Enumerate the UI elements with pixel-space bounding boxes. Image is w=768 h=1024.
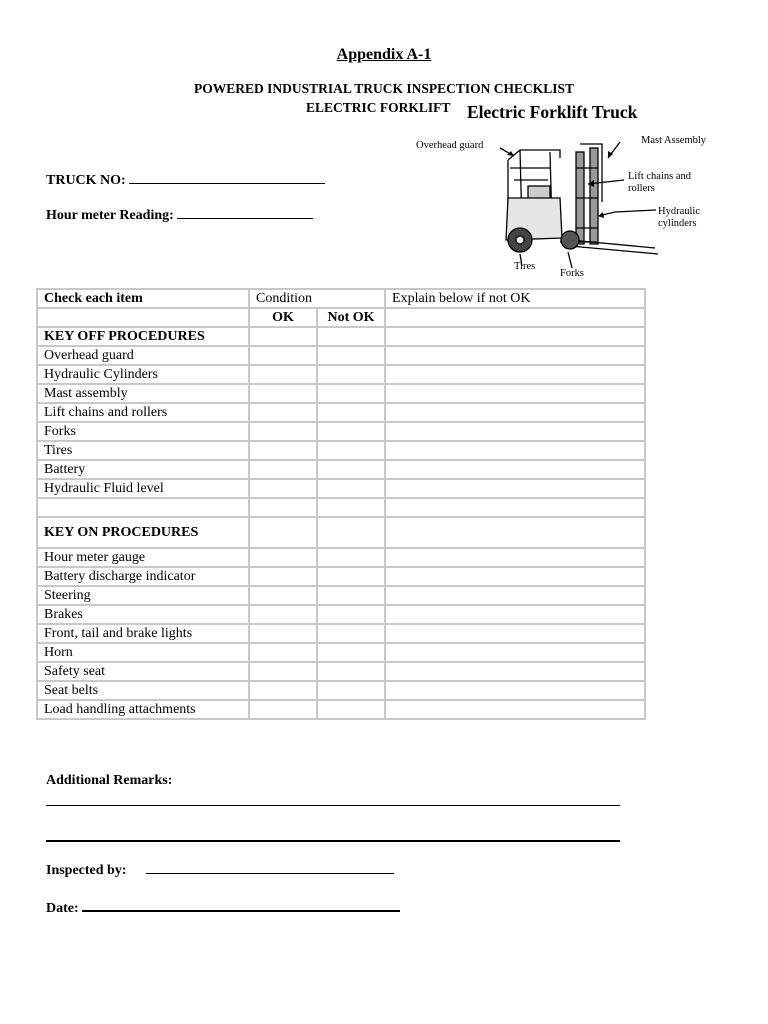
not-ok-cell[interactable] (317, 567, 385, 586)
row-label: Load handling attachments (37, 700, 249, 719)
row-label: Hydraulic Fluid level (37, 479, 249, 498)
remarks-line-1[interactable] (46, 790, 620, 806)
explain-cell[interactable] (385, 403, 645, 422)
explain-cell[interactable] (385, 662, 645, 681)
row-label: Seat belts (37, 681, 249, 700)
header-not-ok: Not OK (317, 308, 385, 327)
ok-cell (249, 498, 317, 517)
not-ok-cell[interactable] (317, 624, 385, 643)
inspection-checklist-table (36, 288, 646, 720)
table-subheader-row (37, 308, 645, 327)
row-label: Hour meter gauge (37, 548, 249, 567)
not-ok-cell[interactable] (317, 403, 385, 422)
explain-cell (385, 498, 645, 517)
row-label: Forks (37, 422, 249, 441)
row-label: KEY OFF PROCEDURES (37, 327, 249, 346)
explain-cell[interactable] (385, 479, 645, 498)
label-overhead-guard: Overhead guard (416, 140, 484, 151)
explain-cell[interactable] (385, 605, 645, 624)
header-ok: OK (249, 308, 317, 327)
ok-cell[interactable] (249, 365, 317, 384)
inspected-by-label: Inspected by: (46, 863, 127, 878)
not-ok-cell[interactable] (317, 479, 385, 498)
header-check-item: Check each item (37, 289, 249, 308)
table-row (37, 681, 645, 700)
explain-cell (385, 327, 645, 346)
label-rollers: rollers (628, 183, 655, 194)
table-row (37, 384, 645, 403)
spacer-row (37, 498, 645, 517)
not-ok-cell[interactable] (317, 460, 385, 479)
row-label: Steering (37, 586, 249, 605)
truck-no-field[interactable] (129, 171, 325, 184)
ok-cell[interactable] (249, 384, 317, 403)
section-heading-key-on (37, 517, 645, 548)
table-row (37, 567, 645, 586)
not-ok-cell[interactable] (317, 662, 385, 681)
not-ok-cell[interactable] (317, 422, 385, 441)
table-row (37, 422, 645, 441)
table-row (37, 346, 645, 365)
explain-cell[interactable] (385, 700, 645, 719)
ok-cell[interactable] (249, 681, 317, 700)
table-row (37, 479, 645, 498)
ok-cell[interactable] (249, 700, 317, 719)
not-ok-cell[interactable] (317, 605, 385, 624)
explain-cell[interactable] (385, 624, 645, 643)
explain-cell[interactable] (385, 346, 645, 365)
label-lift-chains: Lift chains and (628, 171, 691, 182)
label-forks: Forks (560, 268, 584, 278)
not-ok-cell[interactable] (317, 346, 385, 365)
not-ok-cell[interactable] (317, 548, 385, 567)
hour-meter-field[interactable] (177, 206, 313, 219)
not-ok-cell[interactable] (317, 586, 385, 605)
ok-cell[interactable] (249, 422, 317, 441)
ok-cell[interactable] (249, 346, 317, 365)
truck-no-row (46, 171, 325, 189)
document-subtitle: ELECTRIC FORKLIFT (306, 100, 451, 115)
date-label: Date: (46, 901, 79, 916)
row-label: Battery (37, 460, 249, 479)
row-label: Battery discharge indicator (37, 567, 249, 586)
forklift-illustration (410, 128, 740, 278)
label-tires: Tires (514, 261, 536, 272)
explain-cell[interactable] (385, 460, 645, 479)
date-field[interactable] (82, 898, 400, 912)
row-label: Front, tail and brake lights (37, 624, 249, 643)
table-row (37, 460, 645, 479)
explain-cell[interactable] (385, 586, 645, 605)
table-row (37, 662, 645, 681)
table-row (37, 700, 645, 719)
table-row (37, 365, 645, 384)
row-label: KEY ON PROCEDURES (37, 517, 249, 548)
explain-cell[interactable] (385, 384, 645, 403)
explain-cell[interactable] (385, 422, 645, 441)
table-row (37, 403, 645, 422)
explain-cell[interactable] (385, 548, 645, 567)
section-heading-key-off (37, 327, 645, 346)
ok-cell[interactable] (249, 403, 317, 422)
ok-cell[interactable] (249, 643, 317, 662)
ok-cell[interactable] (249, 662, 317, 681)
not-ok-cell[interactable] (317, 365, 385, 384)
ok-cell[interactable] (249, 605, 317, 624)
table-row (37, 441, 645, 460)
inspected-by-row (46, 861, 394, 879)
ok-cell[interactable] (249, 460, 317, 479)
not-ok-cell[interactable] (317, 384, 385, 403)
remarks-line-2[interactable] (46, 826, 620, 842)
row-label (37, 498, 249, 517)
not-ok-cell[interactable] (317, 643, 385, 662)
not-ok-cell (317, 517, 385, 548)
explain-cell[interactable] (385, 567, 645, 586)
ok-cell[interactable] (249, 441, 317, 460)
explain-cell[interactable] (385, 365, 645, 384)
label-mast-assembly: Mast Assembly (641, 135, 707, 146)
explain-cell (385, 517, 645, 548)
not-ok-cell (317, 498, 385, 517)
row-label: Mast assembly (37, 384, 249, 403)
ok-cell[interactable] (249, 479, 317, 498)
ok-cell[interactable] (249, 567, 317, 586)
ok-cell (249, 327, 317, 346)
explain-cell[interactable] (385, 681, 645, 700)
not-ok-cell[interactable] (317, 700, 385, 719)
row-label: Lift chains and rollers (37, 403, 249, 422)
hour-meter-row (46, 206, 313, 224)
header-explain: Explain below if not OK (385, 289, 645, 308)
not-ok-cell (317, 327, 385, 346)
header-condition: Condition (249, 289, 385, 308)
table-row (37, 548, 645, 567)
ok-cell (249, 517, 317, 548)
hour-meter-label: Hour meter Reading: (46, 208, 174, 223)
table-header-row (37, 289, 645, 308)
explain-cell[interactable] (385, 441, 645, 460)
table-row (37, 643, 645, 662)
row-label: Hydraulic Cylinders (37, 365, 249, 384)
document-title: POWERED INDUSTRIAL TRUCK INSPECTION CHECKLIST (193, 81, 575, 96)
additional-remarks-label: Additional Remarks: (46, 773, 173, 788)
label-cylinders: cylinders (658, 218, 697, 229)
table-row (37, 605, 645, 624)
ok-cell[interactable] (249, 624, 317, 643)
date-row (46, 898, 400, 917)
table-row (37, 624, 645, 643)
label-hydraulic: Hydraulic (658, 206, 700, 217)
ok-cell[interactable] (249, 586, 317, 605)
explain-cell[interactable] (385, 643, 645, 662)
inspected-by-field[interactable] (146, 861, 394, 874)
row-label: Overhead guard (37, 346, 249, 365)
not-ok-cell[interactable] (317, 681, 385, 700)
table-row (37, 586, 645, 605)
row-label: Tires (37, 441, 249, 460)
appendix-heading: Appendix A-1 (336, 46, 432, 63)
row-label: Brakes (37, 605, 249, 624)
ok-cell[interactable] (249, 548, 317, 567)
not-ok-cell[interactable] (317, 441, 385, 460)
truck-no-label: TRUCK NO: (46, 173, 126, 188)
row-label: Safety seat (37, 662, 249, 681)
figure-title: Electric Forklift Truck (467, 102, 638, 122)
row-label: Horn (37, 643, 249, 662)
